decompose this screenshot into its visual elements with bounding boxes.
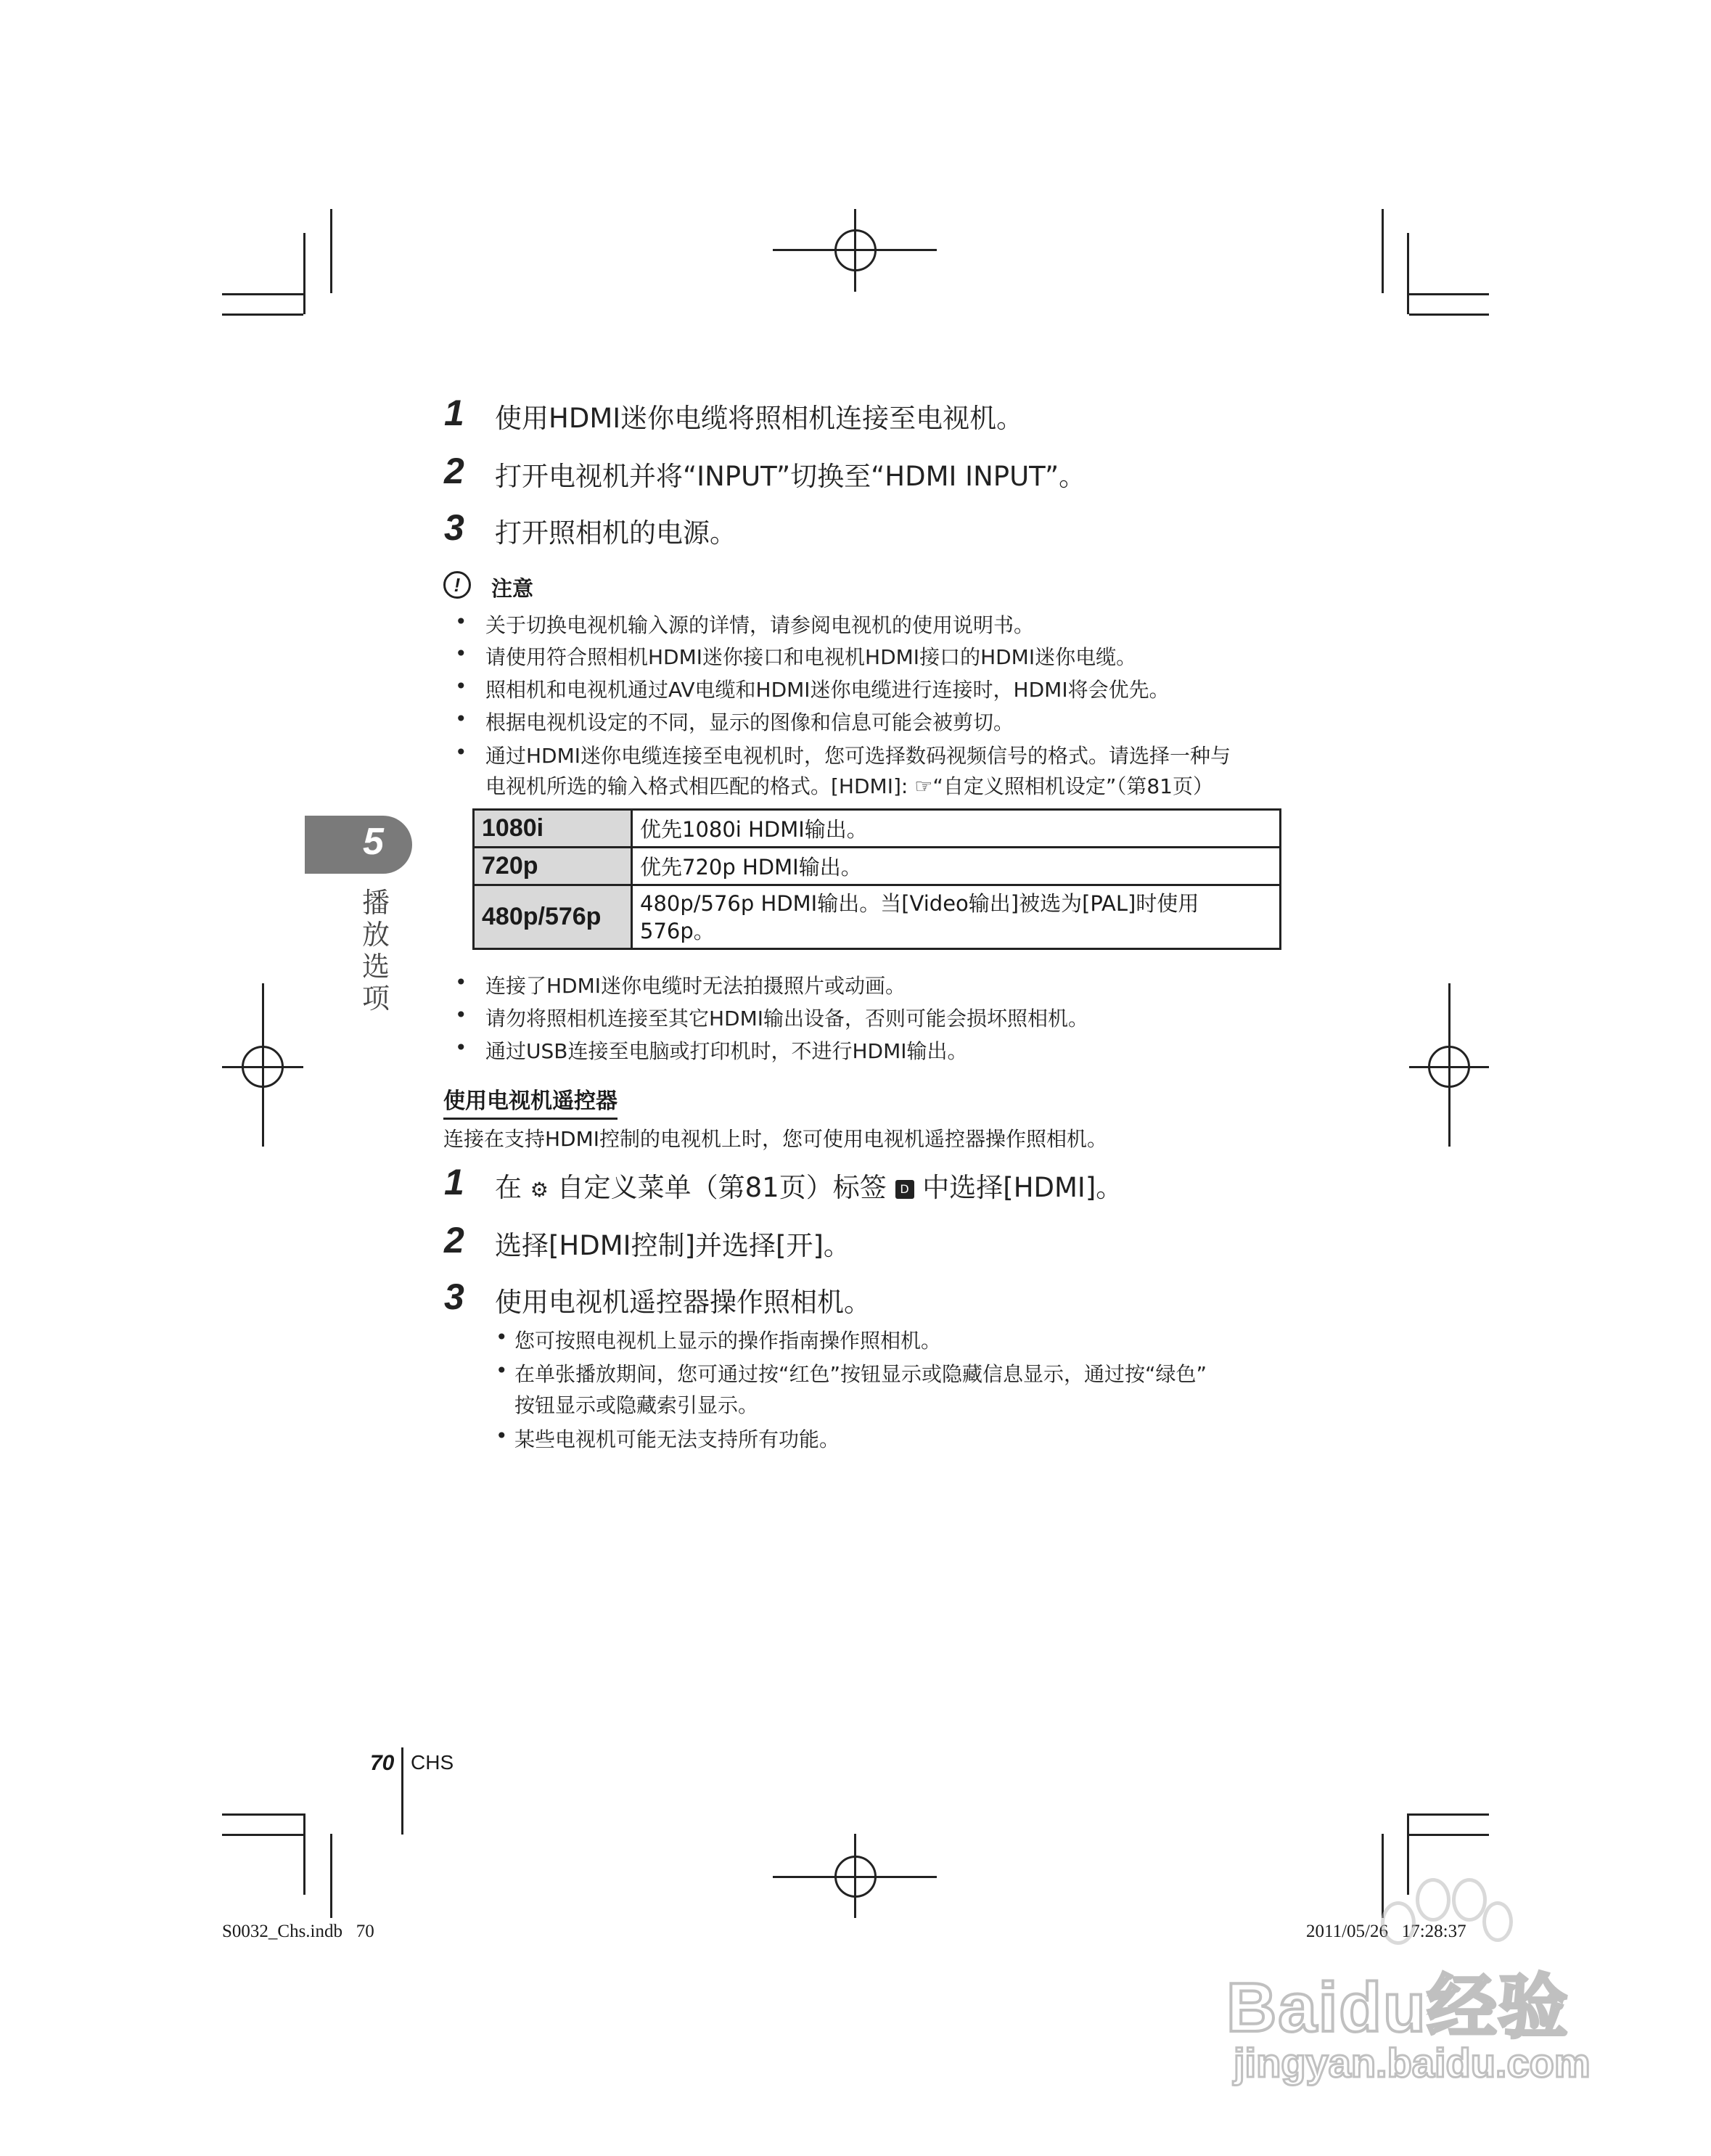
page-number: 70 (370, 1751, 395, 1775)
step-number: 3 (444, 507, 464, 548)
timestamp: 2011/05/26 17:28:37 (1306, 1922, 1466, 1941)
table-key: 480p/576p (474, 885, 632, 949)
custom-menu-icon: ⚙ (530, 1178, 549, 1202)
tab-d-icon: D (895, 1180, 914, 1199)
watermark-url: jingyan.baidu.com (1234, 2040, 1591, 2086)
table-key: 720p (474, 848, 632, 885)
chapter-number: 5 (363, 821, 384, 863)
step-number: 2 (444, 1220, 464, 1261)
step-number: 2 (444, 451, 464, 491)
caution-icon: ! (443, 571, 471, 599)
chapter-tab (305, 816, 412, 874)
footer-divider (401, 1747, 403, 1835)
section-intro: 连接在支持HDMI控制的电视机上时，您可使用电视机遥控器操作照相机。 (443, 1127, 1108, 1151)
section-heading: 使用电视机遥控器 (443, 1083, 617, 1120)
step-text: 选择[HDMI控制]并选择[开]。 (495, 1230, 850, 1261)
step-number: 1 (444, 393, 464, 433)
table-value: 480p/576p HDMI输出。当[Video输出]被选为[PAL]时使用576p。 (632, 885, 1281, 949)
step-number: 3 (444, 1276, 464, 1317)
step-text: 打开照相机的电源。 (495, 517, 736, 549)
table-key: 1080i (474, 810, 632, 848)
caution-title: 注意 (491, 576, 534, 601)
step-text: 在 ⚙ 自定义菜单（第81页）标签 D 中选择[HDMI]。 (495, 1172, 1123, 1203)
chapter-title: 播放选项 (361, 887, 390, 1015)
step-number: 1 (444, 1162, 464, 1202)
watermark-brand: Baidu经验 (1226, 1969, 1570, 2046)
step-text: 使用HDMI迷你电缆将照相机连接至电视机。 (495, 403, 1024, 434)
language-code: CHS (411, 1751, 454, 1774)
table-row (474, 885, 1281, 949)
file-info: S0032_Chs.indb 70 (222, 1922, 374, 1941)
step-text: 使用电视机遥控器操作照相机。 (495, 1287, 871, 1318)
table-row (474, 848, 1281, 885)
hdmi-format-table (472, 808, 1281, 950)
table-value: 优先1080i HDMI输出。 (632, 810, 1281, 848)
table-value: 优先720p HDMI输出。 (632, 848, 1281, 885)
step-text: 打开电视机并将“INPUT”切换至“HDMI INPUT”。 (495, 461, 1086, 492)
table-row (474, 810, 1281, 848)
